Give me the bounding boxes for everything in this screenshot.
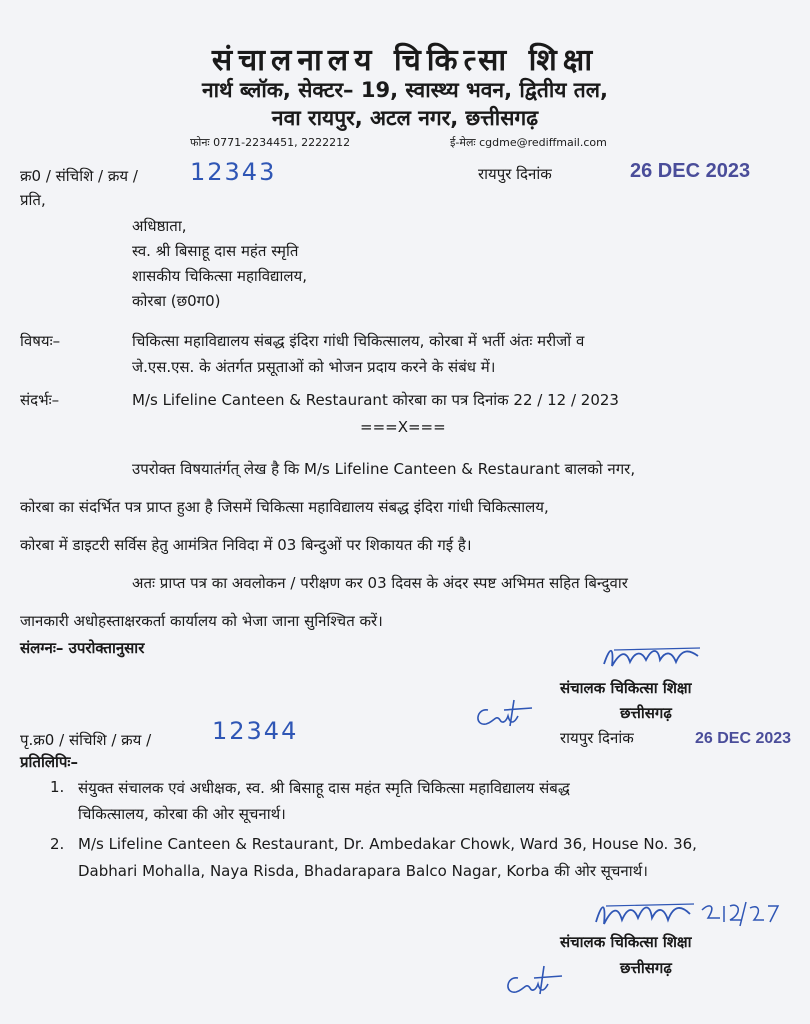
signatory-title-1: संचालक चिकित्सा शिक्षा: [560, 679, 692, 697]
paragraph-2-line-2: जानकारी अधोहस्ताक्षरकर्ता कार्यालय को भेजा जाना सुनिश्चित करें।: [20, 612, 383, 630]
paragraph-1-line-1: उपरोक्त विषयातंर्गत् लेख है कि M/s Lifeline Canteen & Restaurant बालको नगर,: [132, 460, 636, 478]
email-address: ई-मेलः cgdme@rediffmail.com: [450, 136, 607, 149]
subject-line-1: चिकित्सा महाविद्यालय संबद्ध इंदिरा गांधी चिकित्सालय, कोरबा में भर्ती अंतः मरीजों व: [132, 332, 585, 350]
signatory-state-2: छत्तीसगढ़: [620, 959, 672, 977]
copy-item-2-line-1: M/s Lifeline Canteen & Restaurant, Dr. Ambedakar Chowk, Ward 36, House No. 36,: [78, 835, 697, 853]
director-signature-1: [600, 642, 710, 672]
copy-label: प्रतिलिपिः–: [20, 753, 78, 771]
recipient-line-1: अधिष्ठाता,: [132, 217, 187, 235]
director-signature-2: [590, 896, 790, 932]
date-stamp: 26 DEC 2023: [630, 160, 751, 182]
subject-line-2: जे.एस.एस. के अंतर्गत प्रसूताओं को भोजन प्रदाय करने के संबंध में।: [132, 358, 496, 376]
copy-item-1-line-2: चिकित्सालय, कोरबा की ओर सूचनार्थ।: [78, 805, 286, 823]
to-label: प्रति,: [20, 191, 46, 209]
copy-item-2-number: 2.: [50, 835, 65, 853]
recipient-line-2: स्व. श्री बिसाहू दास महंत स्मृति: [132, 242, 299, 260]
signatory-state-1: छत्तीसगढ़: [620, 704, 672, 722]
subject-label: विषयः–: [20, 332, 61, 350]
handwritten-reference-number: 12343: [190, 158, 277, 186]
copy-item-1-line-1: संयुक्त संचालक एवं अधीक्षक, स्व. श्री बिसाहू दास महंत स्मृति चिकित्सा महाविद्यालय संबद्ध: [78, 779, 570, 797]
separator: ===X===: [360, 418, 446, 436]
address-line-2: नवा रायपुर, अटल नगर, छत्तीसगढ़: [271, 106, 539, 130]
reference-text: M/s Lifeline Canteen & Restaurant कोरबा का पत्र दिनांक 22 / 12 / 2023: [132, 391, 619, 409]
copy-place-date-label: रायपुर दिनांक: [560, 729, 634, 747]
recipient-line-3: शासकीय चिकित्सा महाविद्यालय,: [132, 267, 308, 285]
address-line-1: नार्थ ब्लॉक, सेक्टर– 19, स्वास्थ्य भवन, द्वितीय तल,: [202, 78, 608, 102]
copy-item-1-number: 1.: [50, 778, 65, 796]
handwritten-copy-reference-number: 12344: [212, 717, 299, 745]
recipient-line-4: कोरबा (छ0ग0): [132, 292, 221, 310]
phone-number: फोनः 0771-2234451, 2222212: [190, 136, 351, 149]
initials-mark-2: [500, 960, 570, 1000]
copy-item-2-line-2: Dabhari Mohalla, Naya Risda, Bhadarapara Balco Nagar, Korba की ओर सूचनार्थ।: [78, 862, 648, 880]
place-date-label: रायपुर दिनांक: [478, 165, 552, 183]
enclosure-note: संलग्नः– उपरोक्तानुसार: [20, 639, 145, 657]
reference-label: संदर्भः–: [20, 391, 60, 409]
initials-mark-1: [470, 696, 540, 732]
paragraph-1-line-3: कोरबा में डाइटरी सर्विस हेतु आमंत्रित निविदा में 03 बिन्दुओं पर शिकायत की गई है।: [20, 536, 472, 554]
paragraph-2-line-1: अतः प्राप्त पत्र का अवलोकन / परीक्षण कर 03 दिवस के अंदर स्पष्ट अभिमत सहित बिन्दुवार: [132, 574, 628, 592]
copy-date-stamp: 26 DEC 2023: [695, 730, 792, 747]
paragraph-1-line-2: कोरबा का संदर्भित पत्र प्राप्त हुआ है जिसमें चिकित्सा महाविद्यालय संबद्ध इंदिरा गांधी चिकित्सालय,: [20, 498, 549, 516]
reference-prefix: क्र0 / संचिशि / क्रय /: [20, 167, 138, 185]
copy-reference-prefix: पृ.क्र0 / संचिशि / क्रय /: [20, 731, 152, 749]
signatory-title-2: संचालक चिकित्सा शिक्षा: [560, 933, 692, 951]
office-title: संचालनालय चिकित्सा शिक्षा: [211, 43, 599, 78]
